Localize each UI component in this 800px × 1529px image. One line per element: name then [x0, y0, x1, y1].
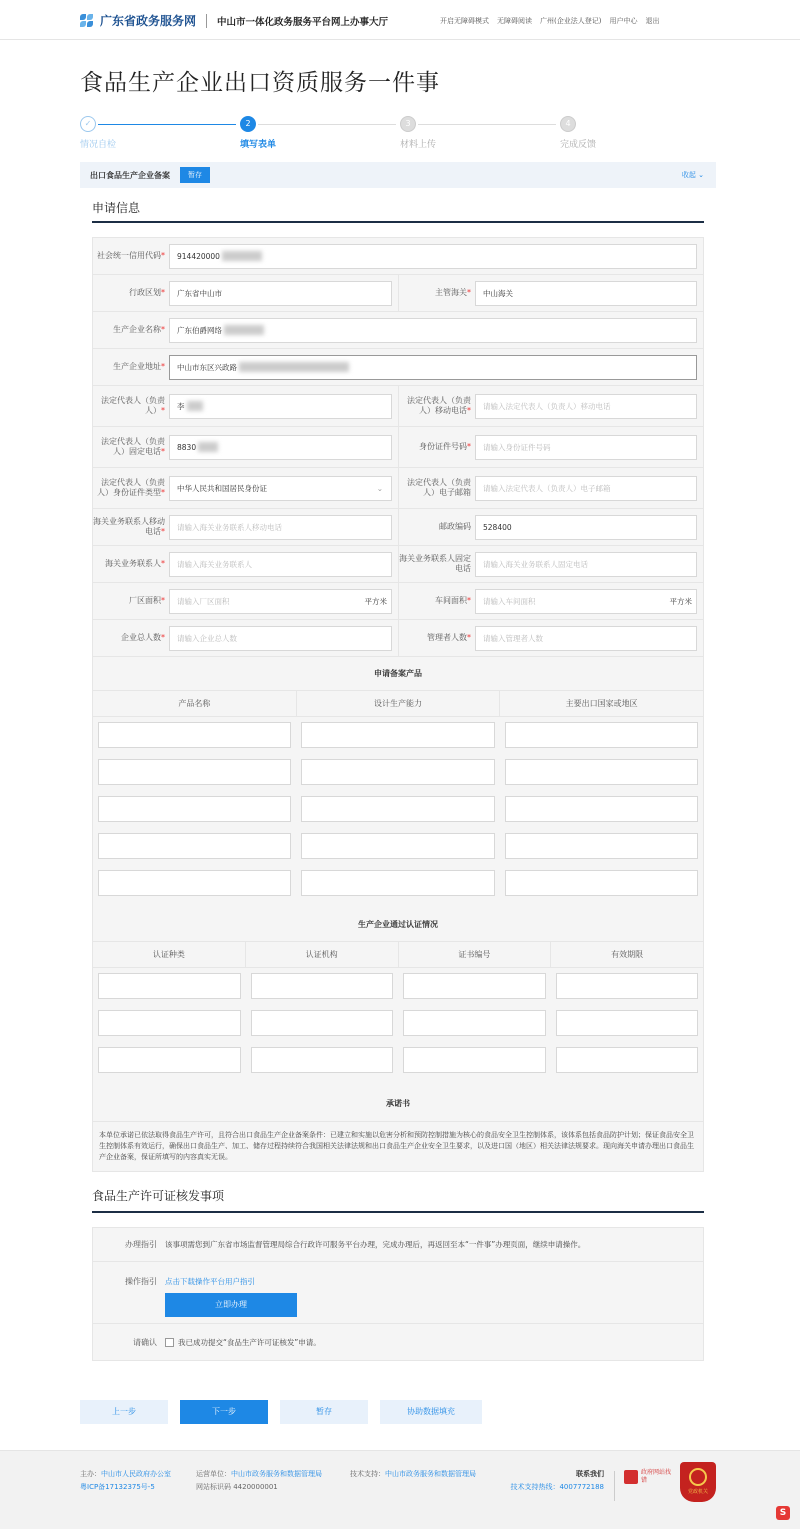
field-label: 生产企业名称*: [113, 325, 165, 334]
table-cell-input[interactable]: [505, 722, 698, 748]
product-row: [93, 754, 703, 791]
field-label: 法定代表人（负责人）身份证件类型*: [97, 478, 165, 497]
product-row: [93, 828, 703, 865]
legal-email-input[interactable]: 请输入法定代表人（负责人）电子邮箱: [475, 476, 697, 501]
footer-divider: [614, 1471, 615, 1501]
field-label: 主管海关*: [435, 288, 471, 297]
table-cell-input[interactable]: [403, 973, 546, 999]
step-label: 情况自检: [80, 140, 117, 150]
logo-icon: [80, 14, 94, 28]
field-label: 厂区面积*: [129, 596, 165, 605]
step-number: 2: [240, 116, 256, 132]
field-label: 管理者人数*: [427, 633, 471, 642]
gov-site-error-badge[interactable]: 政府网站找错: [624, 1467, 664, 1489]
postcode-input[interactable]: 528400: [475, 515, 697, 540]
step-self-check[interactable]: [80, 116, 117, 150]
section-divider: [92, 1211, 704, 1213]
plant-area-input[interactable]: 请输入厂区面积 平方米: [169, 589, 392, 614]
products-table: [93, 717, 703, 902]
field-label: 法定代表人（负责人）电子邮箱: [407, 478, 471, 497]
guide-label: 操作指引: [125, 1277, 157, 1286]
feedback-icon[interactable]: S: [776, 1506, 790, 1520]
step-fill-form[interactable]: [240, 116, 277, 150]
column-header: 认证机构: [246, 942, 399, 967]
field-label: 海关业务联系人移动电话*: [93, 517, 165, 536]
accessibility-mode-link[interactable]: 开启无障碍模式: [440, 17, 489, 25]
footer-label: 技术支持：: [350, 1470, 385, 1478]
column-header: 设计生产能力: [297, 691, 501, 716]
table-cell-input[interactable]: [98, 759, 291, 785]
logo-divider: [206, 14, 207, 28]
field-label: 车间面积*: [435, 596, 471, 605]
customs-input[interactable]: 中山海关: [475, 281, 697, 306]
section-divider: [92, 221, 704, 223]
table-cell-input[interactable]: [251, 973, 394, 999]
company-name-input[interactable]: 广东伯爵网络: [169, 318, 697, 343]
certifications-title: 生产企业通过认证情况: [93, 908, 703, 942]
license-panel: [92, 1227, 704, 1361]
accessible-reading-link[interactable]: 无障碍阅读: [497, 17, 532, 25]
field-label: 企业总人数*: [121, 633, 165, 642]
user-center-link[interactable]: 用户中心: [609, 17, 638, 25]
save-button[interactable]: 暂存: [280, 1400, 368, 1424]
step-label: 完成反馈: [560, 140, 597, 150]
site-id: 网站标识码 4420000001: [196, 1483, 278, 1491]
legal-rep-input[interactable]: 李: [169, 394, 392, 419]
table-cell-input[interactable]: [403, 1047, 546, 1073]
table-cell-input[interactable]: [98, 973, 241, 999]
table-cell-input[interactable]: [301, 759, 494, 785]
table-cell-input[interactable]: [251, 1010, 394, 1036]
notice-text: 该事项需您到广东省市场监督管理局综合行政许可服务平台办理，完成办理后，再返回至本“一件事”办理页面，继续申请操作。: [165, 1240, 586, 1249]
form-card-header: [80, 162, 716, 188]
company-address-input[interactable]: 中山市东区兴政路: [169, 355, 697, 380]
field-label: 法定代表人（负责人）固定电话*: [101, 437, 165, 456]
top-bar: [0, 0, 800, 40]
previous-step-button[interactable]: 上一步: [80, 1400, 168, 1424]
table-cell-input[interactable]: [403, 1010, 546, 1036]
legal-mobile-input[interactable]: 请输入法定代表人（负责人）移动电话: [475, 394, 697, 419]
certifications-table: [93, 968, 703, 1079]
notice-label: 办理指引: [125, 1240, 157, 1249]
legal-phone-input[interactable]: 8830: [169, 435, 392, 460]
table-cell-input[interactable]: [556, 1047, 699, 1073]
customs-contact-tel-input[interactable]: 请输入海关业务联系人固定电话: [475, 552, 697, 577]
product-row: [93, 717, 703, 754]
step-label: 填写表单: [240, 140, 277, 150]
customs-contact-input[interactable]: 请输入海关业务联系人: [169, 552, 392, 577]
field-label: 行政区划*: [129, 288, 165, 297]
id-type-select[interactable]: 中华人民共和国居民身份证 ⌄: [169, 476, 392, 501]
certification-row: [93, 968, 703, 1005]
hotline-value: 4007772188: [559, 1483, 604, 1491]
guide-download-link[interactable]: 点击下载操作平台用户指引: [165, 1277, 255, 1286]
product-row: [93, 865, 703, 902]
chevron-down-icon: ⌄: [376, 483, 383, 493]
user-account-link[interactable]: 广州(企业法人登记): [540, 17, 602, 25]
step-complete: [560, 116, 597, 150]
table-cell-input[interactable]: [301, 722, 494, 748]
confirm-checkbox[interactable]: [165, 1338, 174, 1347]
field-label: 海关业务联系人*: [105, 559, 165, 568]
hotline-label: 技术支持热线：: [510, 1483, 560, 1491]
application-form: [92, 237, 704, 1172]
confirm-label: 请确认: [133, 1337, 157, 1347]
top-links: [440, 16, 667, 26]
form-name: 出口食品生产企业备案: [90, 170, 170, 180]
table-cell-input[interactable]: [505, 870, 698, 896]
field-label: 邮政编码: [439, 522, 471, 531]
pledge-title: 承诺书: [386, 1099, 410, 1108]
column-header: 证书编号: [399, 942, 552, 967]
site-subtitle: 中山市一体化政务服务平台网上办事大厅: [217, 16, 389, 28]
step-connector: [258, 124, 396, 125]
tech-value: 中山市政务服务和数据管理局: [385, 1470, 476, 1478]
table-cell-input[interactable]: [251, 1047, 394, 1073]
field-label: 生产企业地址*: [113, 362, 165, 371]
certification-row: [93, 1042, 703, 1079]
confirm-text: 我已成功提交“食品生产许可证核发”申请。: [178, 1337, 321, 1347]
collapse-toggle[interactable]: 收起 ⌄: [681, 171, 704, 179]
party-gov-seal-icon[interactable]: 党政机关: [680, 1462, 716, 1502]
certifications-header: [93, 942, 703, 968]
step-connector: [98, 124, 236, 125]
field-label: 身份证件号码*: [419, 442, 471, 451]
check-icon: ✓: [80, 116, 96, 132]
field-label: 海关业务联系人固定电话: [399, 554, 471, 573]
products-title: 申请备案产品: [93, 657, 703, 691]
progress-steps: [80, 116, 710, 156]
customs-contact-phone-input[interactable]: 请输入海关业务联系人移动电话: [169, 515, 392, 540]
field-label: 法定代表人（负责人）移动电话*: [407, 396, 471, 415]
form-navigation: [80, 1400, 494, 1424]
step-number: 4: [560, 116, 576, 132]
table-cell-input[interactable]: [98, 796, 291, 822]
host-value: 中山市人民政府办公室: [101, 1470, 171, 1478]
column-header: 认证种类: [93, 942, 246, 967]
table-cell-input[interactable]: [556, 1010, 699, 1036]
column-header: 主要出口国家或地区: [565, 699, 638, 708]
pledge-text: 本单位承诺已依法取得食品生产许可，且符合出口食品生产企业备案条件：已建立和实施以危害分析和预防控制措施为核心的食品安全卫生控制体系，该体系包括食品防护计划；保证食品安全卫生控制体系有效运行，确保出口食品生产、加工、储存过程持续符合我国相关法律法规和出口食品生产企业安全卫生要求，以及进口国（地区）相关法律法规要求。现向海关申请办理出口食品生产企业备案，保证所填写的内容真实无误。: [93, 1121, 703, 1171]
table-cell-input[interactable]: [98, 833, 291, 859]
field-label: 法定代表人（负责人）*: [101, 396, 165, 415]
id-number-input[interactable]: 请输入身份证件号码: [475, 435, 697, 460]
step-number: 3: [400, 116, 416, 132]
column-header: 产品名称: [93, 691, 297, 716]
logout-link[interactable]: 退出: [645, 17, 660, 25]
temp-save-button[interactable]: 暂存: [180, 167, 210, 183]
table-cell-input[interactable]: [505, 833, 698, 859]
region-input[interactable]: 广东省中山市: [169, 281, 392, 306]
section-title-application: 申请信息: [92, 201, 141, 215]
credit-code-input[interactable]: 914420000: [169, 244, 697, 269]
table-cell-input[interactable]: [98, 1010, 241, 1036]
page-title: 食品生产企业出口资质服务一件事: [80, 70, 440, 96]
table-cell-input[interactable]: [505, 796, 698, 822]
product-row: [93, 791, 703, 828]
apply-now-button[interactable]: 立即办理: [165, 1293, 297, 1317]
operator-value: 中山市政务服务和数据管理局: [231, 1470, 322, 1478]
next-step-button[interactable]: 下一步: [180, 1400, 268, 1424]
site-logo[interactable]: [80, 12, 388, 29]
table-cell-input[interactable]: [98, 722, 291, 748]
table-cell-input[interactable]: [301, 796, 494, 822]
table-cell-input[interactable]: [505, 759, 698, 785]
total-staff-input[interactable]: 请输入企业总人数: [169, 626, 392, 651]
site-name: 广东省政务服务网: [100, 14, 197, 28]
footer-label: 主办：: [80, 1470, 101, 1478]
table-cell-input[interactable]: [301, 870, 494, 896]
step-connector: [418, 124, 556, 125]
field-label: 社会统一信用代码*: [97, 251, 165, 260]
column-header: 有效期限: [611, 950, 644, 959]
contact-title: 联系我们: [576, 1470, 604, 1478]
certification-row: [93, 1005, 703, 1042]
footer-label: 运营单位：: [196, 1470, 231, 1478]
section-title-license: 食品生产许可证核发事项: [92, 1189, 225, 1203]
table-cell-input[interactable]: [98, 1047, 241, 1073]
data-sync-button[interactable]: 协助数据填充: [380, 1400, 482, 1424]
table-cell-input[interactable]: [301, 833, 494, 859]
step-label: 材料上传: [400, 140, 437, 150]
step-upload: [400, 116, 437, 150]
products-header: [93, 691, 703, 717]
icp-link[interactable]: 粤ICP备17132375号-5: [80, 1483, 155, 1491]
managers-input[interactable]: 请输入管理者人数: [475, 626, 697, 651]
workshop-area-input[interactable]: 请输入车间面积 平方米: [475, 589, 697, 614]
table-cell-input[interactable]: [556, 973, 699, 999]
table-cell-input[interactable]: [98, 870, 291, 896]
